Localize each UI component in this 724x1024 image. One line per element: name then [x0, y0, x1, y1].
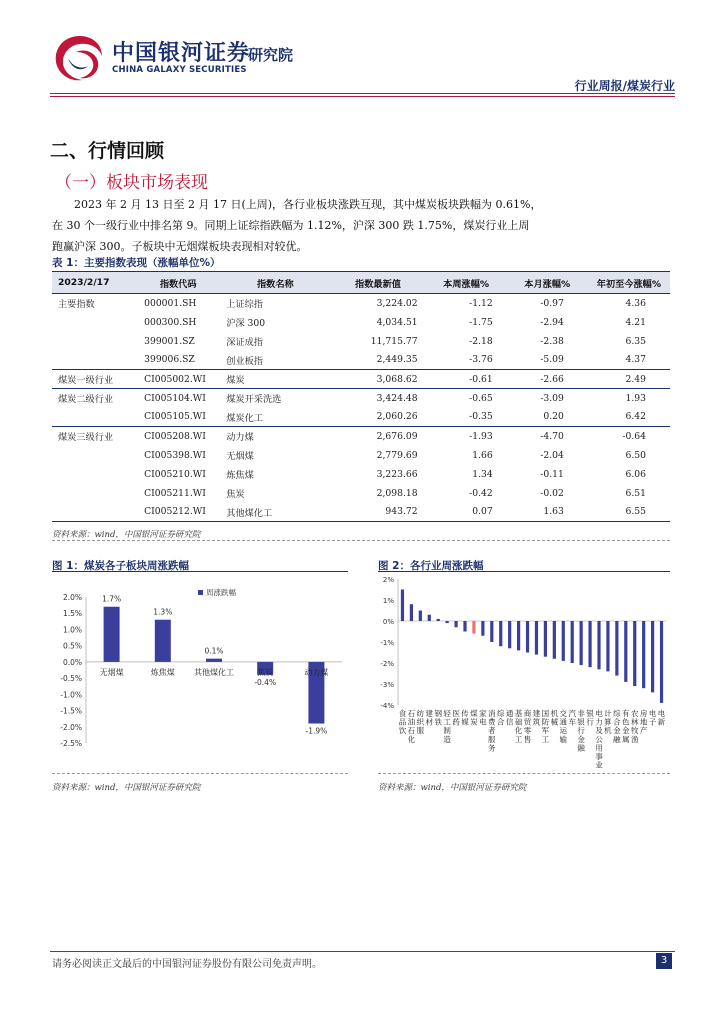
cell-week: -0.42 — [469, 487, 493, 499]
paragraph-line: 跑赢沪深 300。子板块中无烟煤板块表现相对较优。 — [52, 240, 308, 253]
y-tick-label: -4% — [380, 702, 394, 710]
galaxy-swirl-logo — [50, 32, 110, 84]
x-category-label: 建材 — [425, 709, 434, 727]
table-header-row — [52, 272, 670, 294]
cell-name: 煤炭化工 — [220, 408, 330, 427]
cell-week: -0.35 — [426, 408, 507, 427]
cell-group: 煤炭二级行业 — [58, 394, 114, 406]
table-row — [52, 408, 670, 427]
bar — [562, 621, 565, 661]
cell-latest: 4,034.51 — [376, 316, 418, 328]
y-tick-label: 0.5% — [62, 641, 82, 651]
brand-name-cn: 中国银河证券 — [112, 41, 251, 66]
cell-ytd: 6.42 — [588, 408, 670, 427]
y-tick-label: -2.5% — [60, 739, 82, 748]
cell-code: CI005211.WI — [144, 487, 206, 499]
cell-month: -0.11 — [540, 468, 564, 480]
y-tick-label: -2% — [380, 660, 394, 668]
figure2-top-rule — [378, 571, 670, 572]
x-category-label: 轻工制造 — [443, 709, 451, 744]
bar — [624, 621, 627, 682]
index-performance-table — [52, 271, 670, 522]
x-category-label: 医药 — [452, 709, 460, 727]
bar — [588, 621, 591, 667]
cell-code: 000300.SH — [144, 316, 197, 328]
cell-week: -0.65 — [469, 392, 493, 404]
bar — [633, 621, 636, 686]
cell-ytd: 2.49 — [588, 370, 670, 389]
bar — [155, 620, 171, 662]
cell-ytd: 4.36 — [625, 297, 646, 309]
cell-month: -4.70 — [540, 430, 564, 442]
bar — [419, 611, 422, 622]
x-category-label: 银行 — [586, 709, 594, 727]
cell-code: 399006.SZ — [136, 351, 220, 370]
bar — [597, 621, 600, 669]
cell-group: 煤炭三级行业 — [58, 432, 114, 444]
figure1-source-note: 资料来源：wind，中国银河证券研究院 — [52, 783, 201, 793]
x-category-label: 石油石化 — [407, 709, 416, 744]
paragraph-line: 2023 年 2 月 13 日至 2 月 17 日(上周)，各行业板块涨跌互现，其中煤炭板块跌幅为 0.61%， — [74, 198, 542, 211]
cell-name: 动力煤 — [226, 432, 254, 444]
x-category-label: 炼焦煤 — [150, 667, 175, 677]
bar — [517, 621, 520, 650]
cell-name: 炼焦煤 — [226, 470, 254, 481]
x-category-label: 机械 — [550, 709, 559, 727]
x-category-label: 消费者服务 — [488, 709, 496, 753]
figure1-top-rule — [52, 571, 348, 572]
legend-label: 周涨跌幅 — [206, 588, 236, 597]
y-tick-label: 1.0% — [62, 625, 82, 635]
bar — [437, 619, 440, 621]
cell-code: CI005212.WI — [136, 503, 220, 522]
bar — [651, 621, 654, 692]
cell-code: 000001.SH — [144, 297, 197, 309]
cell-latest: 2,676.09 — [376, 430, 418, 442]
page-header — [50, 30, 675, 95]
x-category-label: 无烟煤 — [99, 667, 124, 677]
bar — [454, 621, 457, 627]
cell-name: 煤炭 — [220, 370, 330, 389]
cell-month: 0.20 — [507, 408, 588, 427]
bar — [615, 621, 618, 676]
x-category-label: 钢铁 — [434, 709, 442, 727]
table-row — [52, 351, 670, 370]
cell-latest: 2,779.69 — [376, 449, 418, 461]
figure1-bottom-rule — [52, 773, 348, 774]
data-label: -0.4% — [254, 677, 277, 687]
table-row — [52, 389, 670, 408]
x-category-label: 房地产 — [639, 709, 648, 736]
header-latest: 指数最新值 — [330, 272, 425, 294]
table-row — [52, 332, 670, 351]
section-title: 二、行情回顾 — [50, 140, 165, 162]
x-category-label: 汽车 — [568, 709, 576, 727]
cell-code: CI005398.WI — [144, 449, 206, 461]
x-category-label: 交通运输 — [559, 709, 568, 744]
table-source-note: 资料来源：wind，中国银河证券研究院 — [52, 530, 201, 540]
cell-month: -2.94 — [540, 316, 564, 328]
cell-week: -1.75 — [469, 316, 493, 328]
header-ytd: 年初至今涨幅% — [588, 272, 670, 294]
figure2-source-note: 资料来源：wind，中国银河证券研究院 — [378, 783, 527, 793]
x-category-label: 电新 — [657, 709, 666, 727]
cell-week: 1.34 — [472, 468, 493, 480]
bar — [642, 621, 645, 688]
bar — [410, 604, 413, 621]
x-category-label: 非银行金融 — [577, 709, 585, 753]
x-category-label: 食品饮 — [398, 709, 407, 736]
cell-name: 上证综指 — [226, 299, 263, 311]
market-summary-paragraph — [52, 194, 652, 257]
y-tick-label: -2.0% — [60, 722, 82, 732]
cell-group — [52, 465, 136, 484]
header-month: 本月涨幅% — [507, 272, 588, 294]
cell-name: 创业板指 — [220, 351, 330, 370]
x-category-label: 商贸零售 — [523, 709, 532, 744]
x-category-label: 其他煤化工 — [194, 667, 234, 677]
table-row — [52, 427, 670, 446]
bar — [104, 607, 120, 662]
cell-name: 无烟煤 — [226, 451, 254, 462]
bar — [553, 621, 556, 659]
data-label: 1.3% — [153, 607, 173, 617]
cell-group — [52, 351, 136, 370]
header-code: 指数代码 — [136, 272, 220, 294]
brand-name-en: CHINA GALAXY SECURITIES — [112, 65, 247, 75]
table-body — [52, 294, 670, 522]
cell-name: 煤炭开采洗选 — [226, 394, 282, 406]
table-row — [52, 370, 670, 389]
report-type-label: 行业周报/煤炭行业 — [574, 79, 675, 93]
bar — [571, 621, 574, 663]
cell-code: CI005210.WI — [144, 468, 206, 480]
paragraph-line: 在 30 个一级行业中排名第 9。同期上证综指跌幅为 1.12%，沪深 300 跌 1.75%，煤炭行业上周 — [52, 219, 530, 232]
cell-week: -0.61 — [426, 370, 507, 389]
bar — [544, 621, 547, 657]
y-tick-label: 1.5% — [62, 609, 82, 619]
data-label: -1.9% — [305, 726, 328, 736]
cell-month: -5.09 — [507, 351, 588, 370]
table-row — [52, 465, 670, 484]
table-row — [52, 484, 670, 503]
table-caption: 表 1：主要指数表现（涨幅单位%） — [52, 257, 221, 269]
index-table-container — [52, 271, 670, 522]
cell-ytd: 6.35 — [625, 335, 646, 347]
cell-ytd: 4.21 — [625, 316, 646, 328]
bar — [206, 659, 222, 662]
cell-week: -1.93 — [469, 430, 493, 442]
bar — [481, 621, 484, 636]
cell-latest: 2,098.18 — [376, 487, 418, 499]
table-source-divider — [52, 540, 670, 541]
bar — [508, 621, 511, 648]
y-tick-label: 1% — [382, 597, 394, 605]
x-category-label: 电力及公用事业 — [595, 709, 603, 770]
bar — [526, 621, 529, 653]
cell-month: -3.09 — [540, 392, 564, 404]
header-divider — [50, 93, 675, 94]
industry-weekly-bar-chart — [378, 575, 670, 770]
cell-ytd: 1.93 — [625, 392, 646, 404]
bar — [499, 621, 502, 646]
cell-name: 焦炭 — [226, 489, 245, 500]
cell-week: -3.76 — [426, 351, 507, 370]
data-label: 1.7% — [102, 594, 122, 604]
cell-name: 沪深 300 — [226, 318, 266, 329]
table-row — [52, 503, 670, 522]
header-name: 指数名称 — [220, 272, 330, 294]
x-category-label: 建筑 — [532, 709, 541, 727]
bar — [472, 621, 475, 634]
cell-code: CI005104.WI — [144, 392, 206, 404]
bar — [490, 621, 493, 642]
bar — [606, 621, 609, 671]
cell-name: 其他煤化工 — [220, 503, 330, 522]
y-tick-label: -1.5% — [60, 706, 82, 716]
figure2-caption: 图 2：各行业周涨跌幅 — [378, 560, 484, 572]
legend-swatch — [198, 590, 203, 595]
header-divider-thin — [50, 96, 675, 97]
y-tick-label: 0% — [382, 618, 394, 626]
x-category-label: 焦炭 — [257, 667, 274, 677]
cell-group: 主要指数 — [58, 299, 95, 311]
cell-group: 煤炭一级行业 — [52, 370, 136, 389]
cell-latest: 2,060.26 — [330, 408, 425, 427]
bar — [535, 621, 538, 655]
header-week: 本周涨幅% — [426, 272, 507, 294]
cell-latest: 3,224.02 — [376, 297, 418, 309]
y-tick-label: -1% — [380, 639, 394, 647]
cell-latest: 2,449.35 — [330, 351, 425, 370]
bar — [401, 590, 404, 622]
x-category-label: 基础化工 — [514, 709, 523, 744]
y-tick-label: 0.0% — [62, 657, 82, 667]
cell-name: 深证成指 — [226, 337, 263, 348]
cell-group — [52, 446, 136, 465]
x-category-label: 传媒 — [461, 709, 469, 727]
cell-latest: 11,715.77 — [370, 335, 418, 347]
cell-code: 399001.SZ — [144, 335, 195, 347]
disclaimer-text: 请务必阅读正文最后的中国银河证券股份有限公司免责声明。 — [52, 959, 322, 970]
cell-month: -0.97 — [540, 297, 564, 309]
x-category-label: 通信 — [505, 709, 514, 727]
bar — [428, 615, 431, 621]
y-tick-label: -1.0% — [60, 690, 82, 700]
cell-ytd: 4.37 — [588, 351, 670, 370]
x-category-label: 农林牧渔 — [630, 709, 639, 744]
cell-group — [52, 313, 136, 332]
cell-group — [52, 503, 136, 522]
cell-code: CI005208.WI — [144, 430, 206, 442]
cell-latest: 3,424.48 — [376, 392, 418, 404]
cell-month: -2.38 — [540, 335, 564, 347]
cell-week: -1.12 — [469, 297, 493, 309]
cell-code: CI005105.WI — [136, 408, 220, 427]
cell-month: 1.63 — [507, 503, 588, 522]
x-category-label: 有色金属 — [622, 709, 630, 744]
cell-group — [52, 408, 136, 427]
cell-ytd: -0.64 — [622, 430, 646, 442]
figure1-caption: 图 1：煤炭各子板块周涨跌幅 — [52, 560, 189, 572]
cell-code: CI005002.WI — [136, 370, 220, 389]
cell-ytd: 6.06 — [625, 468, 646, 480]
brand-department: 研究院 — [248, 46, 294, 64]
x-category-label: 计算机 — [604, 709, 612, 736]
cell-ytd: 6.51 — [625, 487, 646, 499]
figure2-bottom-rule — [378, 773, 670, 774]
cell-latest: 3,223.66 — [376, 468, 418, 480]
x-category-label: 家电 — [479, 709, 487, 727]
table-row — [52, 294, 670, 313]
subsection-title: （一）板块市场表现 — [55, 173, 208, 193]
bar — [660, 621, 663, 703]
cell-week: -2.18 — [469, 335, 493, 347]
y-tick-label: 2.0% — [62, 593, 82, 602]
data-label: 0.1% — [204, 646, 224, 656]
bar — [580, 621, 583, 665]
table-row — [52, 313, 670, 332]
cell-group — [52, 332, 136, 351]
cell-week: 0.07 — [426, 503, 507, 522]
cell-ytd: 6.50 — [625, 449, 646, 461]
x-category-label: 动力煤 — [304, 667, 329, 677]
header-date: 2023/2/17 — [52, 272, 136, 294]
table-row — [52, 446, 670, 465]
cell-month: -2.04 — [540, 449, 564, 461]
cell-week: 1.66 — [472, 449, 493, 461]
cell-latest: 3,068.62 — [330, 370, 425, 389]
coal-subsector-bar-chart — [52, 575, 348, 765]
footer-divider — [50, 951, 675, 952]
x-category-label: 综合金融 — [613, 709, 621, 744]
x-category-label: 纺织服 — [416, 709, 425, 736]
x-category-label: 综合 — [496, 709, 505, 727]
cell-ytd: 6.55 — [588, 503, 670, 522]
x-category-label: 国防军工 — [541, 709, 550, 744]
y-tick-label: 2% — [382, 576, 394, 584]
cell-month: -0.02 — [540, 487, 564, 499]
page-number: 3 — [656, 953, 672, 969]
cell-latest: 943.72 — [330, 503, 425, 522]
bar — [446, 621, 449, 623]
y-tick-label: -0.5% — [60, 674, 82, 684]
y-tick-label: -3% — [380, 681, 394, 689]
cell-group — [52, 484, 136, 503]
x-category-label: 电子 — [648, 709, 657, 727]
cell-month: -2.66 — [507, 370, 588, 389]
x-category-label: 煤炭 — [470, 709, 478, 727]
bar — [463, 621, 466, 632]
